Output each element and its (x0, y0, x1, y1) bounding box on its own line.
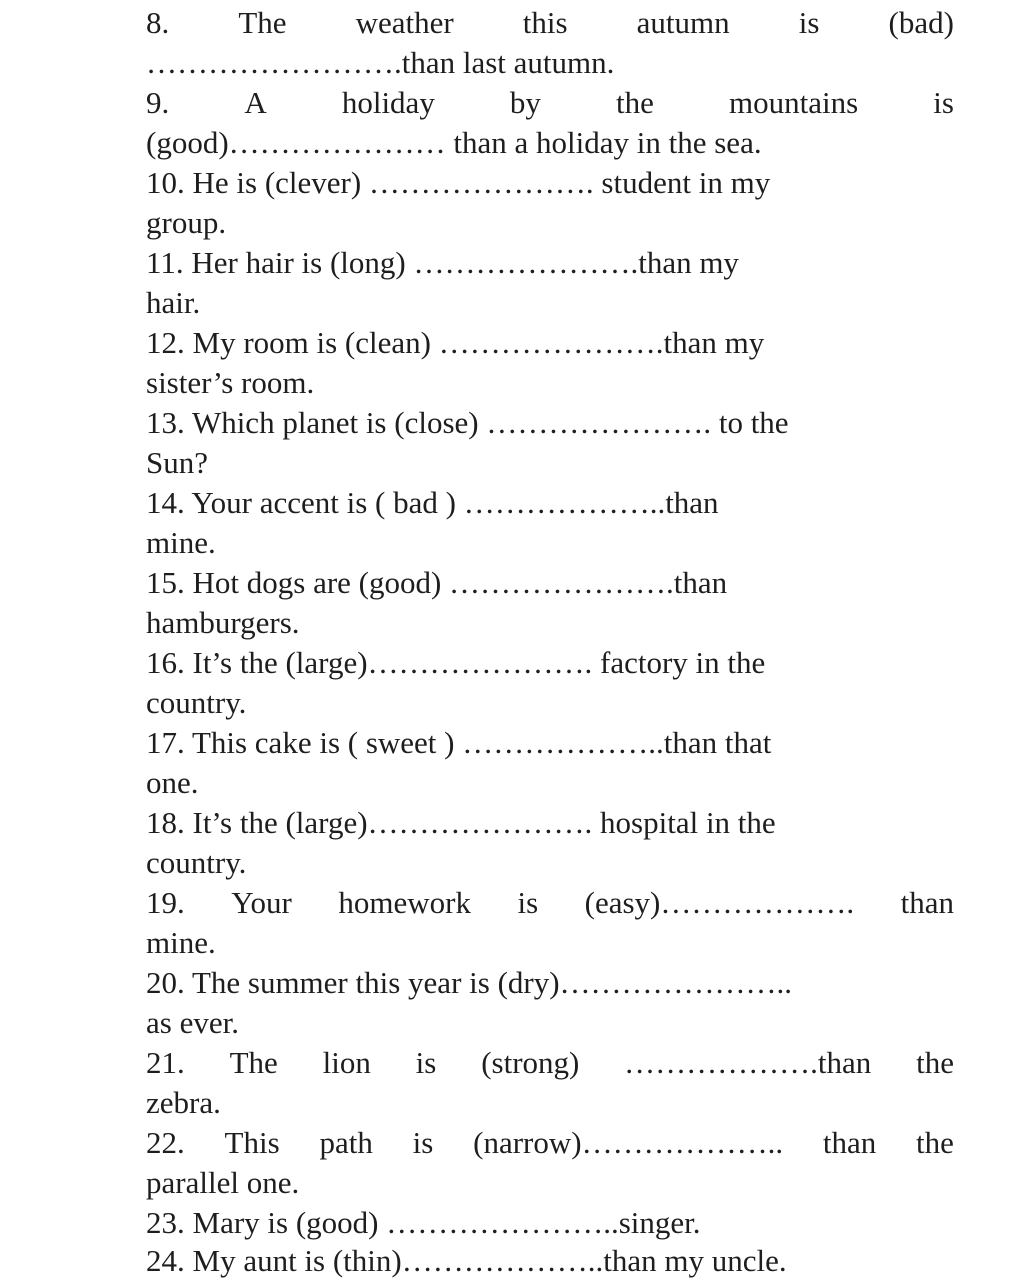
exercise-line (146, 883, 954, 923)
word: 9. (146, 85, 170, 120)
word: The (238, 5, 287, 40)
word: This (224, 1125, 280, 1160)
word: path (319, 1125, 373, 1160)
exercise-line: 20. The summer this year is (dry)………………….. (146, 965, 793, 1000)
word: ……………….than (624, 1045, 872, 1080)
exercise-line: sister’s room. (146, 365, 315, 400)
exercise-line: zebra. (146, 1085, 221, 1120)
exercise-line: country. (146, 685, 247, 720)
word: holiday (341, 85, 435, 120)
exercise-line: 12. My room is (clean) ………………….than my (146, 325, 765, 360)
exercise-line: 24. My aunt is (thin)………………..than my uncle. (146, 1243, 787, 1278)
word: (bad) (888, 5, 954, 40)
word: 22. (146, 1125, 185, 1160)
word: 19. (146, 885, 185, 920)
exercise-line: 13. Which planet is (close) …………………. to the (146, 405, 789, 440)
exercise-page (146, 0, 954, 1280)
exercise-line: hamburgers. (146, 605, 300, 640)
exercise-line: country. (146, 845, 247, 880)
word: 21. (146, 1045, 185, 1080)
exercise-line (146, 1123, 954, 1163)
word: 8. (146, 5, 170, 40)
exercise-line: …………………….than last autumn. (146, 45, 615, 80)
word: The (229, 1045, 278, 1080)
word: A (244, 85, 267, 120)
word: is (415, 1045, 437, 1080)
exercise-line: 15. Hot dogs are (good) ………………….than (146, 565, 728, 600)
word: (strong) (481, 1045, 580, 1080)
word: lion (322, 1045, 371, 1080)
exercise-line: hair. (146, 285, 201, 320)
word: than (900, 885, 954, 920)
word: is (412, 1125, 434, 1160)
word: by (509, 85, 541, 120)
exercise-line (146, 1043, 954, 1083)
exercise-line: 14. Your accent is ( bad ) ………………..than (146, 485, 719, 520)
exercise-line: 16. It’s the (large)…………………. factory in the (146, 645, 766, 680)
exercise-line: 10. He is (clever) …………………. student in my (146, 165, 771, 200)
word: is (517, 885, 539, 920)
exercise-line: Sun? (146, 445, 208, 480)
word: mountains (728, 85, 859, 120)
exercise-line: (good)………………… than a holiday in the sea. (146, 125, 762, 160)
word: (easy)………………. (584, 885, 855, 920)
exercise-line: mine. (146, 925, 216, 960)
exercise-line: parallel one. (146, 1165, 300, 1200)
word: weather (355, 5, 454, 40)
exercise-line (146, 3, 954, 43)
word: the (916, 1125, 954, 1160)
exercise-line: 17. This cake is ( sweet ) ………………..than that (146, 725, 772, 760)
exercise-line: 18. It’s the (large)…………………. hospital in the (146, 805, 776, 840)
word: the (916, 1045, 954, 1080)
word: is (798, 5, 820, 40)
word: the (616, 85, 654, 120)
exercise-line: 11. Her hair is (long) ………………….than my (146, 245, 739, 280)
word: is (933, 85, 954, 120)
word: homework (338, 885, 471, 920)
word: Your (231, 885, 292, 920)
word: (narrow)……………….. (473, 1125, 784, 1160)
exercise-line: one. (146, 765, 199, 800)
exercise-line: mine. (146, 525, 216, 560)
exercise-line: 23. Mary is (good) …………………..singer. (146, 1205, 701, 1240)
word: autumn (636, 5, 730, 40)
exercise-line: group. (146, 205, 227, 240)
exercise-line: as ever. (146, 1005, 239, 1040)
exercise-line (146, 83, 954, 123)
word: than (822, 1125, 877, 1160)
word: this (522, 5, 568, 40)
